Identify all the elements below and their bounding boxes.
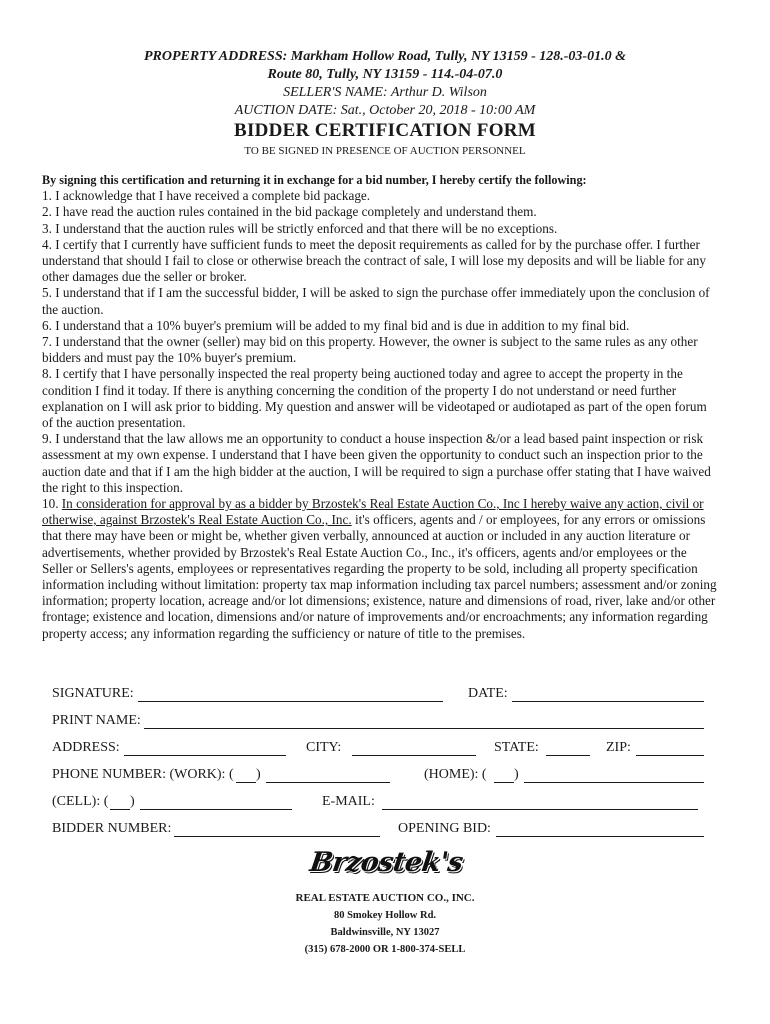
cell-field[interactable] [140, 809, 292, 810]
item-10-waiver-rest: it's officers, agents and / or employees, for any errors or omissions that there may have been or might be, whether given verbally, announced at auction or included in any auction literature or advertisements, whether provided by Brzostek's Real Estate Auction Co., Inc., it's officers, agents and/or employees or the Seller or Sellers's agents, employees or representatives regarding the property to be sold, including all property specification information including without limitation: property tax map information including tax parcel numbers; assessment and/or zoning information; property location, acreage and/or lot dimensions; existence, nature and dimensions of road, river, lake and/or other frontage; existence and location, dimensions and/or nature of improvements and/or encroachments; any information regarding property access; any information regarding the sufficiency or nature of title to the premises. [42, 512, 717, 641]
phone-work-label: PHONE NUMBER: (WORK): ( [52, 767, 234, 782]
certification-item-9: 9. I understand that the law allows me an opportunity to conduct a house inspection &/or a lead based paint inspection or risk assessment at my own expense. I understand that I have been given the opportunity to conduct such an inspection prior to the auction date and that if I am the high bidder at the auction, I will be required to sign a purchase offer stating that I have waived the right to this inspection. [42, 431, 711, 495]
opening-bid-field[interactable] [496, 836, 704, 837]
city-label: CITY: [306, 740, 342, 755]
company-name: REAL ESTATE AUCTION CO., INC. [295, 892, 475, 904]
signature-field[interactable] [138, 701, 443, 702]
certification-item-7: 7. I understand that the owner (seller) may bid on this property. However, the owner is subject to the same rules as any other bidders and must pay the 10% buyer's premium. [42, 334, 698, 366]
phone-work-field[interactable] [266, 782, 390, 783]
date-label: DATE: [468, 686, 508, 701]
certification-item-8: 8. I certify that I have personally inspected the real property being auctioned today and agree to accept the property in the condition I find it today. If there is anything concerning the condition of the property I do not understand or need further explanation on I will ask prior to bidding. My question and answer will be videotaped or audiotaped as part of the open forum of the auction presentation. [42, 366, 707, 431]
zip-field[interactable] [636, 755, 704, 756]
print-name-row [52, 713, 712, 731]
certification-text [42, 172, 718, 642]
certification-item-2: 2. I have read the auction rules contained in the bid package completely and understand them. [42, 204, 537, 220]
certification-item-6: 6. I understand that a 10% buyer's premium will be added to my final bid and is due in addition to my final bid. [42, 317, 630, 333]
zip-label: ZIP: [606, 740, 631, 755]
certification-intro: By signing this certification and returning it in exchange for a bid number, I hereby certify the following: [42, 173, 587, 187]
bidder-number-field[interactable] [174, 836, 380, 837]
date-field[interactable] [512, 701, 704, 702]
phone-home-label: (HOME): ( [424, 767, 487, 782]
form-title: BIDDER CERTIFICATION FORM [233, 120, 537, 141]
phone-work-area-code-field[interactable] [236, 782, 256, 783]
opening-bid-label: OPENING BID: [398, 821, 491, 836]
cell-label: (CELL): ( [52, 794, 109, 809]
phone-row [52, 767, 712, 785]
company-footer [235, 890, 535, 958]
logo-wordmark: Brzostek's [307, 847, 465, 878]
phone-work-paren-close: ) [256, 767, 261, 782]
phone-home-paren-close: ) [514, 767, 519, 782]
auction-date: AUCTION DATE: Sat., October 20, 2018 - 10:00 AM [234, 103, 536, 118]
print-name-field[interactable] [144, 728, 704, 729]
email-label: E-MAIL: [322, 794, 375, 809]
item-10-number: 10. [42, 496, 62, 512]
phone-home-area-code-field[interactable] [494, 782, 514, 783]
certification-item-3: 3. I understand that the auction rules will be strictly enforced and that there will be no exceptions. [42, 220, 558, 236]
address-label: ADDRESS: [52, 740, 120, 755]
certification-item-1: 1. I acknowledge that I have received a complete bid package. [42, 188, 371, 204]
phone-home-field[interactable] [524, 782, 704, 783]
cell-area-code-field[interactable] [110, 809, 130, 810]
print-name-label: PRINT NAME: [52, 713, 141, 728]
signature-label: SIGNATURE: [52, 686, 134, 701]
brzosteks-logo [307, 846, 465, 880]
certification-item-4: 4. I certify that I currently have sufficient funds to meet the deposit requirements as called for by the purchase offer. I further understand that should I fail to close or otherwise breach the contract of sale, I will lose my deposits and will be liable for any other damages due the seller or broker. [42, 236, 706, 285]
property-address-line-1: PROPERTY ADDRESS: Markham Hollow Road, Tully, NY 13159 - 128.-03-01.0 & [144, 49, 626, 64]
seller-name: SELLER'S NAME: Arthur D. Wilson [283, 85, 487, 100]
company-city: Baldwinsville, NY 13027 [330, 927, 440, 938]
state-label: STATE: [494, 740, 539, 755]
address-field[interactable] [124, 755, 286, 756]
cell-email-row [52, 794, 712, 812]
address-row [52, 740, 712, 758]
bidder-number-label: BIDDER NUMBER: [52, 821, 172, 836]
signature-row [52, 686, 712, 704]
company-street: 80 Smokey Hollow Rd. [333, 910, 437, 921]
item-10-waiver-underlined: In consideration for approval by as a bidder by Brzostek's Real Estate Auction Co., Inc I hereby waive any action, civil or otherwise, against Brzostek's Real Estate Auction Co., Inc. [42, 496, 704, 528]
form-subtitle: TO BE SIGNED IN PRESENCE OF AUCTION PERSONNEL [244, 145, 526, 157]
cell-paren-close: ) [130, 794, 135, 809]
company-phone: (315) 678-2000 OR 1-800-374-SELL [304, 944, 466, 955]
certification-item-5: 5. I understand that if I am the successful bidder, I will be asked to sign the purchase offer immediately upon the conclusion of the auction. [42, 285, 710, 317]
city-field[interactable] [352, 755, 476, 756]
certification-item-10 [42, 496, 718, 642]
state-field[interactable] [546, 755, 590, 756]
property-address-line-2: Route 80, Tully, NY 13159 - 114.-04-07.0 [267, 67, 503, 82]
bid-row [52, 821, 712, 839]
email-field[interactable] [382, 809, 698, 810]
